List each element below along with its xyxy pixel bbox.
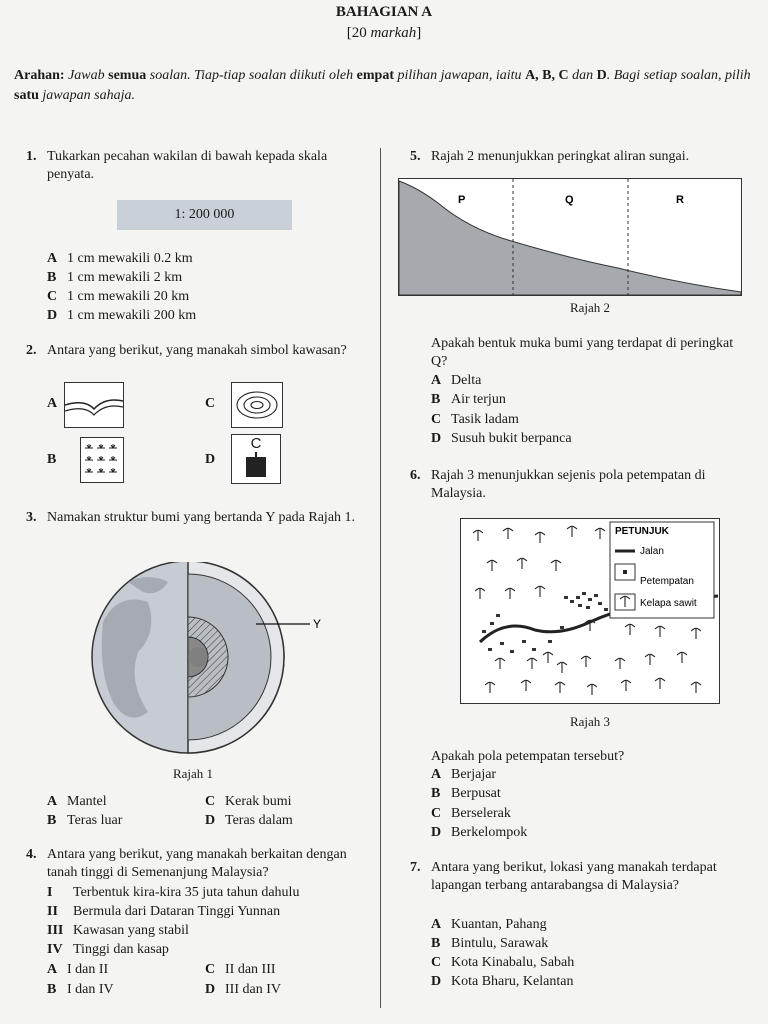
- question-2-text: Antara yang berikut, yang manakah simbol kawasan?: [47, 343, 347, 358]
- church-symbol-icon: [231, 434, 281, 484]
- figure-1-caption: Rajah 1: [172, 766, 214, 781]
- q4-statement-3: III Kawasan yang stabil: [47, 923, 189, 938]
- question-6-text: Rajah 3 menunjukkan sejenis pola petempatan di Malaysia.: [431, 468, 706, 501]
- q4-statement-4: IV Tinggi dan kasap: [47, 942, 169, 957]
- q1-option-a[interactable]: A 1 cm mewakili 0.2 km: [47, 251, 193, 266]
- q4-option-b[interactable]: B I dan IV: [47, 982, 114, 997]
- q5-option-c[interactable]: C Tasik ladam: [431, 412, 519, 427]
- q2-option-c[interactable]: C: [205, 396, 216, 411]
- church-symbol-letter: C: [250, 435, 262, 452]
- q3-option-b[interactable]: B Teras luar: [47, 813, 123, 828]
- stage-q-label: Q: [565, 194, 574, 206]
- q6-option-a[interactable]: A Berjajar: [431, 767, 497, 782]
- q7-option-b[interactable]: B Bintulu, Sarawak: [431, 936, 549, 951]
- question-6-prompt: Apakah pola petempatan tersebut?: [431, 749, 625, 764]
- question-2: 2. Antara yang berikut, yang manakah simbol kawasan?: [26, 342, 364, 360]
- q5-option-b[interactable]: B Air terjun: [431, 392, 506, 407]
- q3-option-d[interactable]: D Teras dalam: [205, 813, 293, 828]
- q5-option-d[interactable]: D Susuh bukit berpanca: [431, 431, 572, 446]
- legend-settlement: Petempatan: [640, 576, 694, 587]
- question-4-text: Antara yang berikut, yang manakah berkaitan dengan tanah tinggi di Semenanjung Malaysia?: [47, 847, 347, 880]
- contour-hill-symbol-icon: [231, 382, 283, 428]
- q6-option-b[interactable]: B Berpusat: [431, 786, 501, 801]
- q3-option-c[interactable]: C Kerak bumi: [205, 794, 292, 809]
- q2-option-a[interactable]: A: [47, 396, 58, 411]
- question-3: 3. Namakan struktur bumi yang bertanda Y pada Rajah 1.: [26, 509, 364, 527]
- stage-p-label: P: [458, 194, 466, 206]
- question-3-text: Namakan struktur bumi yang bertanda Y pada Rajah 1.: [47, 510, 356, 525]
- q6-option-c[interactable]: C Berselerak: [431, 806, 511, 821]
- question-1: 1. Tukarkan pecahan wakilan di bawah kepada skala penyata.: [26, 148, 364, 184]
- swamp-symbol-icon: [80, 437, 124, 483]
- q7-option-d[interactable]: D Kota Bharu, Kelantan: [431, 974, 574, 989]
- section-title: BAHAGIAN A: [335, 4, 433, 20]
- earth-structure-diagram: [88, 562, 328, 762]
- q2-option-d[interactable]: D: [205, 452, 216, 467]
- road-symbol-icon: [64, 382, 124, 428]
- q7-option-c[interactable]: C Kota Kinabalu, Sabah: [431, 955, 575, 970]
- river-profile-diagram: [398, 178, 742, 296]
- q4-statement-2: II Bermula dari Dataran Tinggi Yunnan: [47, 904, 281, 919]
- q4-option-d[interactable]: D III dan IV: [205, 982, 281, 997]
- question-6: 6. Rajah 3 menunjukkan sejenis pola petempatan di Malaysia.: [410, 467, 750, 503]
- instructions: Arahan: Jawab semua soalan. Tiap-tiap soalan diikuti oleh empat pilihan jawapan, iaitu A, B, C dan D. Bagi setiap soalan, pilih satu jawapan sahaja.: [14, 68, 751, 103]
- q2-option-b[interactable]: B: [47, 452, 57, 467]
- q6-option-d[interactable]: D Berkelompok: [431, 825, 528, 840]
- q4-statement-1: I Terbentuk kira-kira 35 juta tahun dahulu: [47, 885, 300, 900]
- legend-road: Jalan: [640, 546, 664, 557]
- question-5-text: Rajah 2 menunjukkan peringkat aliran sungai.: [431, 149, 690, 164]
- question-4: 4. Antara yang berikut, yang manakah berkaitan dengan tanah tinggi di Semenanjung Malaysia?: [26, 846, 364, 882]
- question-7-text: Antara yang berikut, lokasi yang manakah terdapat lapangan terbang antarabangsa di Malaysia?: [431, 860, 717, 893]
- q1-option-c[interactable]: C 1 cm mewakili 20 km: [47, 289, 190, 304]
- stage-r-label: R: [676, 194, 684, 206]
- label-y: Y: [313, 617, 322, 631]
- q1-option-d[interactable]: D 1 cm mewakili 200 km: [47, 308, 197, 323]
- q3-option-a[interactable]: A Mantel: [47, 794, 107, 809]
- column-divider: [380, 148, 381, 1008]
- legend-palm: Kelapa sawit: [640, 598, 697, 609]
- figure-2-caption: Rajah 2: [569, 300, 611, 315]
- figure-3-caption: Rajah 3: [569, 714, 611, 729]
- question-7: 7. Antara yang berikut, lokasi yang manakah terdapat lapangan terbang antarabangsa di Malaysia?: [410, 859, 750, 895]
- question-1-text: Tukarkan pecahan wakilan di bawah kepada skala penyata.: [47, 149, 328, 182]
- q1-option-b[interactable]: B 1 cm mewakili 2 km: [47, 270, 183, 285]
- legend-title: PETUNJUK: [615, 526, 669, 537]
- q4-option-c[interactable]: C II dan III: [205, 962, 276, 977]
- section-marks: [20 markah]: [346, 25, 422, 41]
- settlement-pattern-map: [460, 518, 720, 704]
- q4-option-a[interactable]: A I dan II: [47, 962, 109, 977]
- question-5-prompt: Apakah bentuk muka bumi yang terdapat di peringkat Q?: [431, 336, 734, 369]
- question-5: 5. Rajah 2 menunjukkan peringkat aliran sungai.: [410, 148, 750, 166]
- q5-option-a[interactable]: A Delta: [431, 373, 482, 388]
- q7-option-a[interactable]: A Kuantan, Pahang: [431, 917, 547, 932]
- scale-fraction-box: 1: 200 000: [117, 200, 292, 230]
